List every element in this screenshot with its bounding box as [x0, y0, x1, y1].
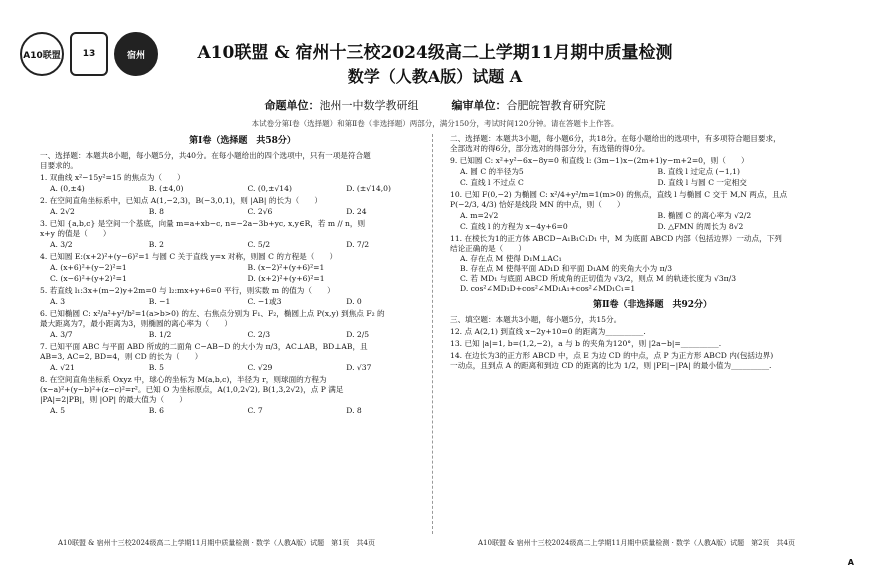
options: A. 3/7 B. 1/2 C. 2/3 D. 2/5: [50, 330, 370, 340]
options: A. 2√2 B. 8 C. 2√6 D. 24: [50, 206, 367, 216]
question-6: 6. 已知椭圆 C: x²/a²+y²/b²=1(a>b>0) 的左、右焦点分别为 F₁、F₂，椭圆上点 P(x,y) 到焦点 F₂ 的 最大距离为7，最小距离为3，则椭圆的离心率为（ ） A. 3/7 B. 1/2 C. 2/3 D. 2/5: [40, 309, 445, 340]
part2-intro: 二、选择题：本题共3小题，每小题6分，共18分。在每小题给出的选项中，有多项符合题目要求，: [450, 134, 781, 143]
section-2-title: 第Ⅱ卷（非选择题 共92分）: [592, 300, 713, 311]
options: A. (0,±4) B. (±4,0) C. (0,±√14) D. (±√14,0): [50, 183, 391, 193]
question-8: 8. 在空间直角坐标系 Oxyz 中，球心的坐标为 M(a,b,c)，半径为 r，则球面的方程为 (x−a)²+(y−b)²+(z−c)²=r²。已知 O 为坐标原点，A(1,0,2√2), B(1,3,2√2)，点 P 满足 |PA|=2|PB|，则 |OP| 的最大值为（ ） A. 5 B. 6 C. 7 D. 8: [40, 375, 445, 416]
page-footer-1: A10联盟 & 宿州十三校2024级高二上学期11月期中质量检测 · 数学（人教A版）试题 第1页 共4页: [58, 539, 376, 547]
options: A. (x+6)²+(y−2)²=1 B. (x−2)²+(y+6)²=1: [50, 263, 325, 273]
options: A. 圆 C 的半径为5 B. 直线 l 过定点 (−1,1): [460, 167, 740, 177]
thirteen-school-logo-icon: 13: [70, 32, 108, 76]
question-9: 9. 已知圆 C: x²+y²−6x−8y=0 和直线 l: (3m−1)x−(2m+1)y−m+2=0，则（ ） A. 圆 C 的半径为5 B. 直线 l 过定点 (−1,1) C. 直线 l 不过点 C D. 直线 l 与圆 C 一定相交: [450, 156, 855, 188]
question-11: 11. 在棱长为1的正方体 ABCD−A₁B₁C₁D₁ 中，M 为底面 ABCD 内部（包括边界）一动点，下列 结论正确的是（ ） A. 存在点 M 使得 D₁M⊥AC₁ B. 存在点 M 使得平面 AD₁D 和平面 D₁AM 的夹角大小为 π/3 C. 若 MD₁ 与底面 ABCD 所成角的正切值为 √3/2，则点 M 的轨迹长度为 √3π/3 D. cos²∠MD₁D+cos²∠MD₁A₁+cos²∠MD₁C₁=1: [450, 234, 782, 294]
exam-title: A10联盟 & 宿州十三校2024级高二上学期11月期中质量检测: [197, 43, 673, 63]
question-13: 13. 已知 |a|=1, b=(1,2,−2)，a 与 b 的夹角为120°，则 |2a−b|=__________.: [450, 339, 722, 349]
right-column: [450, 134, 855, 371]
question-14: 14. 在边长为3的正方形 ABCD 中，点 E 为边 CD 的中点，点 P 为正方形 ABCD 内(包括边界): [450, 351, 774, 361]
question-4: 4. 已知圆 E:(x+2)²+(y−6)²=1 与圆 C 关于直线 y=x 对称，则圆 C 的方程是（ ） A. (x+6)²+(y−2)²=1 B. (x−2)²+(y+6)²=1 C. (x−6)²+(y+2)²=1 D. (x+2)²+(y+6)²=1: [40, 252, 445, 284]
question-5: 5. 若直线 l₁:3x+(m−2)y+2m=0 与 l₂:mx+y+6=0 平行，则实数 m 的值为（ ） A. 3 B. −1 C. −1或3 D. 0: [40, 286, 445, 307]
section-1-title: 第Ⅰ卷（选择题 共58分）: [189, 136, 296, 146]
question-1: 1. 双曲线 x²−15y²=15 的焦点为（ ） A. (0,±4) B. (±4,0) C. (0,±√14) D. (±√14,0): [40, 173, 445, 194]
a10-logo-icon: A10联盟: [20, 32, 64, 76]
options: A. m=2√2 B. 椭圆 C 的离心率为 √2/2: [460, 211, 752, 221]
question-3: 3. 已知 {a,b,c} 是空间一个基底，向量 m=a+xb−c, n=−2a−3b+yc, x,y∈R，若 m // n，则 x+y 的值是（ ） A. 3/2 B. 2 C. 5/2 D. 7/2: [40, 219, 445, 250]
question-12: 12. 点 A(2,1) 到直线 x−2y+10=0 的距离为__________.: [450, 327, 646, 337]
options: C. 直线 l 的方程为 x−4y+6=0 D. △FMN 的周长为 8√2: [460, 222, 744, 232]
suzhou-logo-icon: 宿州: [114, 32, 158, 76]
options: A. 5 B. 6 C. 7 D. 8: [50, 406, 362, 416]
options: A. 3/2 B. 2 C. 5/2 D. 7/2: [50, 240, 370, 249]
part3-intro: 三、填空题：本题共3小题，每小题5分，共15分。: [450, 315, 622, 325]
page-footer-2: A10联盟 & 宿州十三校2024级高二上学期11月期中质量检测 · 数学（人教A版）试题 第2页 共4页: [478, 539, 796, 547]
question-7: 7. 已知平面 ABC 与平面 ABD 所成的二面角 C−AB−D 的大小为 π/3，AC⊥AB，BD⊥AB，且 AB=3, AC=2, BD=4，则 CD 的长为（ ） A. √21 B. 5 C. √29 D. √37: [40, 342, 445, 373]
options: A. √21 B. 5 C. √29 D. √37: [50, 363, 372, 373]
options: C. (x−6)²+(y+2)²=1 D. (x+2)²+(y+6)²=1: [50, 274, 325, 284]
exam-subtitle: 数学（人教A版）试题 A: [347, 67, 523, 86]
question-2: 2. 在空间直角坐标系中，已知点 A(1,−2,3)，B(−3,0,1)，则 |AB| 的长为（ ） A. 2√2 B. 8 C. 2√6 D. 24: [40, 196, 445, 217]
exam-note: 本试卷分第Ⅰ卷（选择题）和第Ⅱ卷（非选择题）两部分，满分150分，考试时间120分钟。请在答题卡上作答。: [251, 119, 619, 128]
part1-intro-cont: 目要求的。: [40, 160, 78, 170]
part1-intro: 一、选择题：本题共8小题，每小题5分，共40分。在每小题给出的四个选项中，只有一项是符合题: [40, 150, 371, 160]
options: C. 直线 l 不过点 C D. 直线 l 与圆 C 一定相交: [460, 178, 747, 188]
author-units: 命题单位：池州一中数学教研组 编审单位：合肥皖智教育研究院: [264, 99, 606, 112]
question-14-cont: 一动点，且到点 A 的距离和到边 CD 的距离的比为 1/2，则 |PE|−|PA| 的最小值为__________.: [450, 361, 772, 371]
question-10: 10. 已知 F(0,−2) 为椭圆 C: x²/4+y²/m=1(m>0) 的焦点，直线 l 与椭圆 C 交于 M,N 两点，且点 P(−2/3, 4/3) 恰好是线段 MN 的中点，则（ ） A. m=2√2 B. 椭圆 C 的离心率为 √2/2 C. 直线 l 的方程为 x−4y+6=0 D. △FMN 的周长为 8√2: [450, 190, 855, 232]
left-column: [40, 134, 445, 417]
options: A. 3 B. −1 C. −1或3 D. 0: [50, 297, 362, 307]
corner-mark: A: [847, 558, 854, 567]
part2-intro-cont: 全部选对的得6分，部分选对的得部分分，有选错的得0分。: [450, 144, 650, 154]
